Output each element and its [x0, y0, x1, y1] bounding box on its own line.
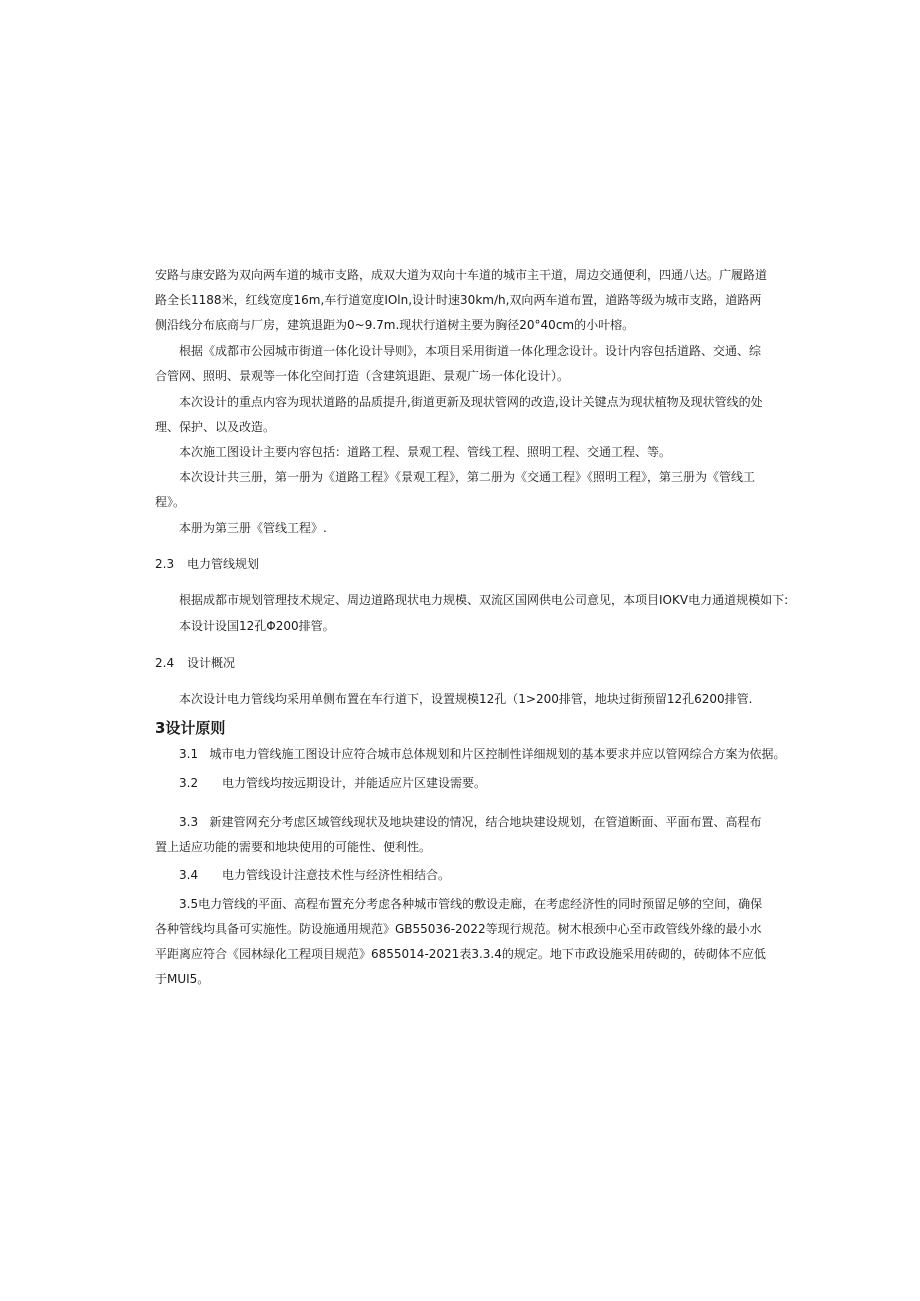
intro-paragraph-5: 本次设计共三册，第一册为《道路工程》《景观工程》，第二册为《交通工程》《照明工程》，第三册为《管线工程》。 — [155, 470, 756, 509]
item-3-1 — [179, 744, 799, 764]
intro-paragraph-3: 本次设计的重点内容为现状道路的品质提升,街道更新及现状管网的改造,设计关键点为现状植物及现状管线的处理、保护、以及改造。 — [155, 395, 763, 434]
item-number: 3.3 — [179, 815, 199, 829]
item-number: 3.1 — [179, 747, 199, 761]
item-3-2 — [179, 773, 799, 793]
item-3-3 — [155, 810, 770, 860]
section-2-3-heading — [155, 554, 775, 574]
item-text: 新建管网充分考虑区域管线现状及地块建设的情况，结合地块建设规划，在管道断面、平面布置、高程布置上适应功能的需要和地块使用的可能性、便利性。 — [155, 815, 762, 854]
item-3-4 — [179, 865, 799, 885]
section-number: 2.3 — [155, 557, 175, 571]
item-text: 电力管线均按远期设计，并能适应片区建设需要。 — [222, 776, 487, 790]
section-number: 2.4 — [155, 656, 175, 670]
section-2-4-heading — [155, 653, 775, 673]
section-2-4-line-1: 本次设计电力管线均采用单侧布置在车行道下，设置规模12孔（1>200排管，地块过街预留12孔6200排管. — [179, 692, 753, 706]
section-3-heading: 3设计原则 — [155, 719, 226, 737]
intro-paragraph-6: 本册为第三册《管线工程》. — [179, 521, 327, 535]
item-number: 3.2 — [179, 776, 199, 790]
section-title: 电力管线规划 — [187, 557, 260, 571]
intro-paragraph-2: 根据《成都市公园城市街道一体化设计导则》，本项目采用街道一体化理念设计。设计内容包括道路、交通、综合管网、照明、景观等一体化空间打造（含建筑退距、景观广场一体化设计）。 — [155, 344, 762, 383]
section-title: 设计概况 — [187, 656, 236, 670]
item-text: 城市电力管线施工图设计应符合城市总体规划和片区控制性详细规划的基本要求并应以管网综合方案为依据。 — [209, 747, 786, 761]
intro-paragraph-1: 安路与康安路为双向两车道的城市支路，成双大道为双向十车道的城市主干道，周边交通便利，四通八达。广履路道路全长1188米，红线宽度16m,车行道宽度IOln,设计时速30km∕h,双向两车道布置，道路等级为城市支路，道路两侧沿线分布底商与厂房，建筑退距为0~9.7m.现状行道树主要为胸径20°40cm的小叶榕。 — [155, 268, 768, 332]
item-text: 电力管线设计注意技术性与经济性相结合。 — [222, 868, 451, 882]
section-2-3-line-2: 本设计设国12孔Φ200排管。 — [179, 619, 335, 633]
intro-paragraph-4: 本次施工图设计主要内容包括：道路工程、景观工程、管线工程、照明工程、交通工程、等。 — [179, 445, 672, 459]
section-2-3-line-1: 根据成都市规划管理技术规定、周边道路现状电力规模、双流区国网供电公司意见，本项目IOKV电力通道规模如下: — [179, 593, 789, 607]
item-3-5: 3.5电力管线的平面、高程布置充分考虑各种城市管线的敷设走廊，在考虑经济性的同时预留足够的空间，确保各种管线均具备可实施性。防设施通用规范》GB55036-2022等现行规范。树木根颈中心至市政管线外缘的最小水平距离应符合《园林绿化工程项目规范》6855014-2021表3.3.4的规定。地下市政设施采用砖砌的，砖砌体不应低于MUI5。 — [155, 897, 766, 986]
item-number: 3.4 — [179, 868, 199, 882]
